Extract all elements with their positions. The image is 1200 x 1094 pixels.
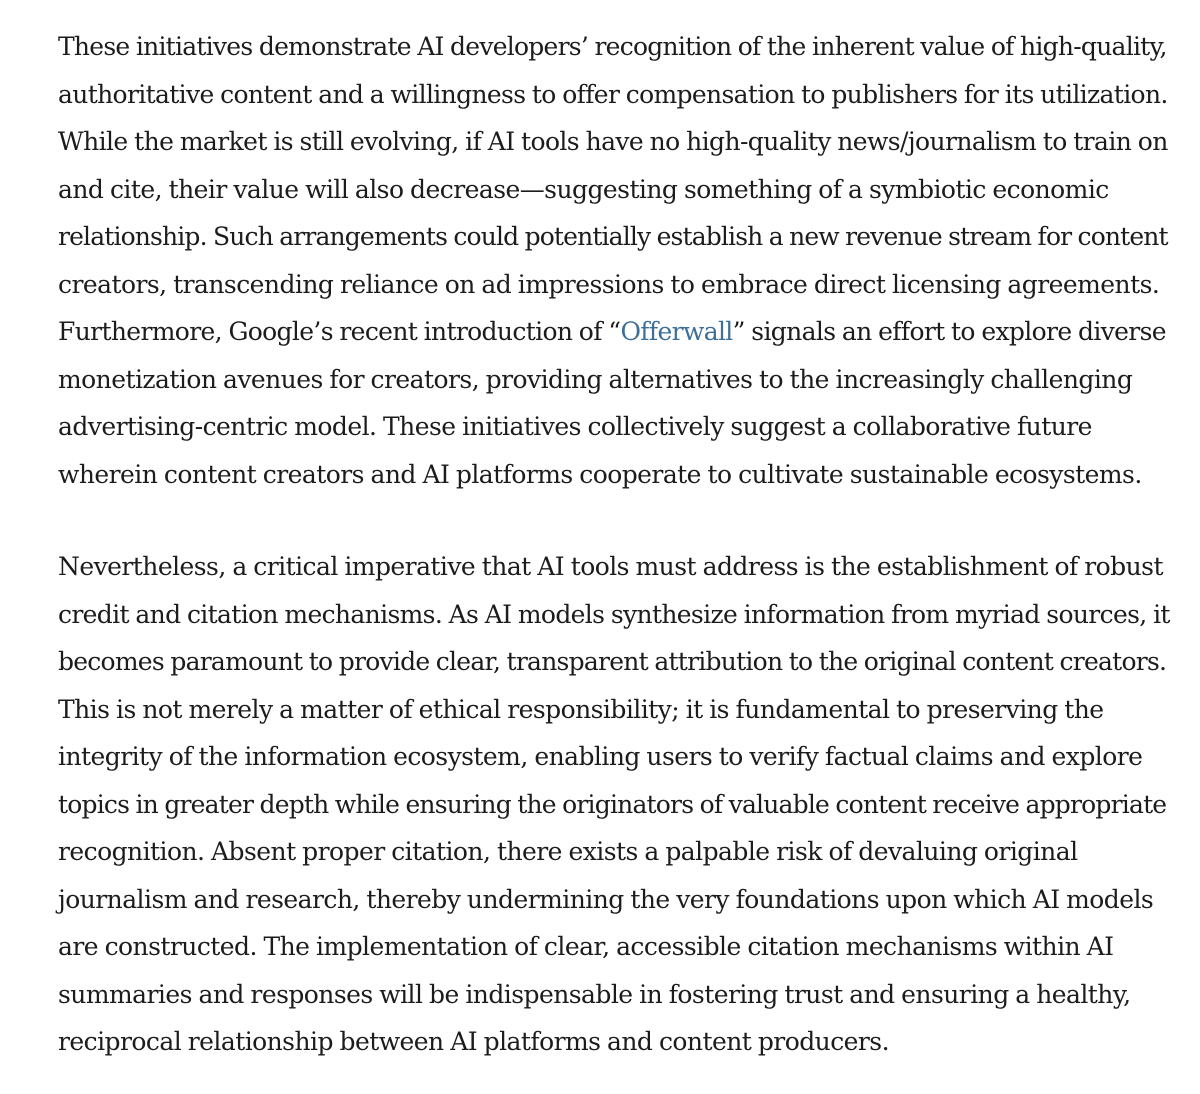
text-segment: Furthermore, Google’s recent introduction of “ [58,317,621,346]
text-line: relationship. Such arrangements could potentially establish a new revenue stream for content [58,222,1168,251]
text-segment: ” signals an effort to explore diverse [732,317,1166,346]
paragraph-citation-mechanisms [58,543,1170,1066]
text-line: topics in greater depth while ensuring the originators of valuable content receive appropriate [58,789,1167,819]
text-line: journalism and research, thereby undermining the very foundations upon which AI models [58,884,1154,914]
text-line: monetization avenues for creators, providing alternatives to the increasingly challenging [58,364,1133,394]
text-line-with-link [58,308,1166,356]
text-line: creators, transcending reliance on ad impressions to embrace direct licensing agreements. [58,269,1160,299]
text-line: reciprocal relationship between AI platforms and content producers. [58,1027,889,1056]
text-line: summaries and responses will be indispensable in fostering trust and ensuring a healthy, [58,979,1131,1009]
text-line: While the market is still evolving, if AI tools have no high-quality news/journalism to train on [58,127,1168,156]
text-line: recognition. Absent proper citation, there exists a palpable risk of devaluing original [58,837,1078,866]
text-line: This is not merely a matter of ethical responsibility; it is fundamental to preserving the [58,694,1104,724]
text-line: credit and citation mechanisms. As AI models synthesize information from myriad sources, it [58,599,1170,629]
offerwall-link[interactable]: Offerwall [620,317,733,346]
text-line: Nevertheless, a critical imperative that AI tools must address is the establishment of robust [58,552,1163,581]
text-line: wherein content creators and AI platforms cooperate to cultivate sustainable ecosystems. [58,459,1142,489]
text-line: authoritative content and a willingness to offer compensation to publishers for its utilization. [58,79,1168,109]
text-line: advertising-centric model. These initiatives collectively suggest a collaborative future [58,412,1092,441]
text-line: integrity of the information ecosystem, enabling users to verify factual claims and explore [58,742,1143,771]
text-line: are constructed. The implementation of clear, accessible citation mechanisms within AI [58,932,1114,961]
article-body [58,23,1170,1066]
paragraph-ai-licensing [58,23,1168,498]
text-line: These initiatives demonstrate AI developers’ recognition of the inherent value of high-quality, [58,32,1167,61]
text-line: and cite, their value will also decrease—suggesting something of a symbiotic economic [58,174,1109,204]
text-line: becomes paramount to provide clear, transparent attribution to the original content creators. [58,647,1167,676]
